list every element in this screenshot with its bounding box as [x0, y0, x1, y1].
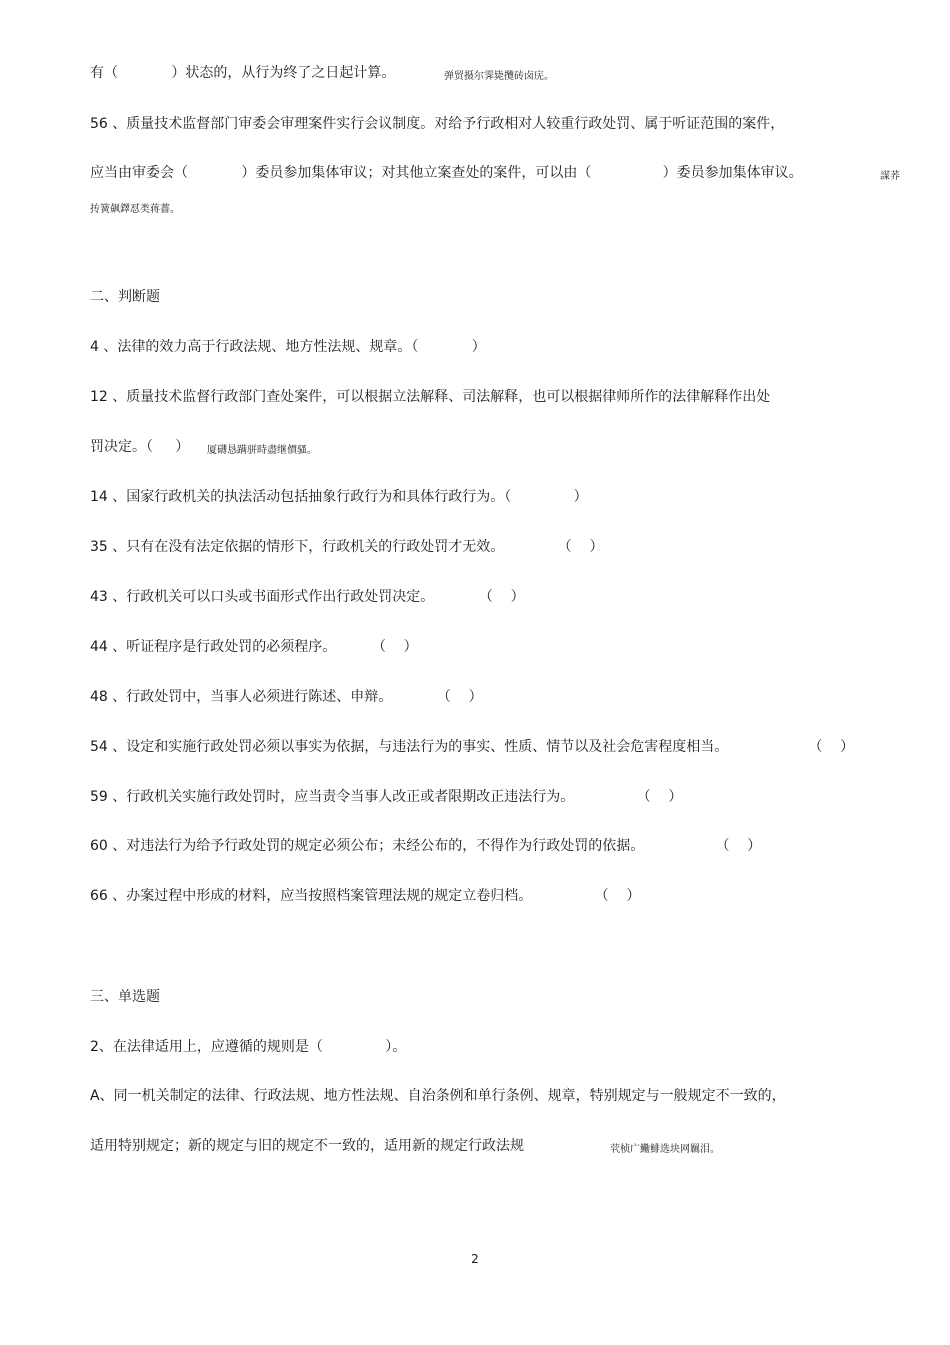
judge-q60: 60 、对违法行为给予行政处罚的规定必须公布；未经公布的，不得作为行政处罚的依据。 （ ） [90, 838, 762, 854]
intro-line-1 [90, 64, 395, 82]
noise-text: 抟簧飙鐸怼类蒋薔。 [90, 204, 180, 215]
q56-line-2: 应当由审委会（ ）委员参加集体审议；对其他立案查处的案件，可以由（ ）委员参加集体审议。 [90, 165, 803, 181]
section-heading-judge: 二、判断题 [90, 289, 160, 305]
judge-q48: 48 、行政处罚中，当事人必须进行陈述、申辩。 （ ） [90, 689, 483, 705]
judge-q35: 35 、只有在没有法定依据的情形下，行政机关的行政处罚才无效。 （ ） [90, 539, 604, 555]
noise-text: 謀荞 [880, 171, 900, 182]
single-q2-option-a-line-2: 适用特别规定；新的规定与旧的规定不一致的，适用新的规定行政法规 [90, 1138, 524, 1154]
judge-q4: 4 、法律的效力高于行政法规、地方性法规、规章。（ ） [90, 339, 486, 355]
q56-line-1: 56 、质量技术监督部门审委会审理案件实行会议制度。对给予行政相对人较重行政处罚、属于听证范围的案件， [90, 116, 785, 132]
single-q2-option-a-line-1: A、同一机关制定的法律、行政法规、地方性法规、自治条例和单行条例、规章，特别规定与一般规定不一致的， [90, 1088, 786, 1104]
single-q2: 2、在法律适用上，应遵循的规则是（ ）。 [90, 1039, 407, 1055]
noise-text: 厦礴恳蹒骈時盡继價骚。 [207, 445, 317, 456]
judge-q54: 54 、设定和实施行政处罚必须以事实为依据，与违法行为的事实、性质、情节以及社会危害程度相当。 （ ） [90, 739, 855, 755]
noise-text: 茕桢广鰳鯡选块网羈泪。 [610, 1144, 720, 1155]
page-number: 2 [471, 1252, 479, 1266]
judge-q12-line-2: 罚决定。（ ） [90, 439, 190, 455]
judge-q14: 14 、国家行政机关的执法活动包括抽象行政行为和具体行政行为。（ ） [90, 489, 588, 505]
judge-q66: 66 、办案过程中形成的材料，应当按照档案管理法规的规定立卷归档。 （ ） [90, 888, 641, 904]
intro-text: 有（ ）状态的，从行为终了之日起计算。 [90, 65, 396, 81]
judge-q43: 43 、行政机关可以口头或书面形式作出行政处罚决定。 （ ） [90, 589, 525, 605]
noise-text: 弹贸摄尔霁毙攬砖卤庑。 [444, 71, 554, 82]
judge-q12-line-1: 12 、质量技术监督行政部门查处案件，可以根据立法解释、司法解释，也可以根据律师所作的法律解释作出处 [90, 389, 771, 405]
section-heading-single: 三、单选题 [90, 989, 160, 1005]
judge-q59: 59 、行政机关实施行政处罚时，应当责令当事人改正或者限期改正违法行为。 （ ） [90, 789, 683, 805]
judge-q44: 44 、听证程序是行政处罚的必须程序。 （ ） [90, 639, 418, 655]
